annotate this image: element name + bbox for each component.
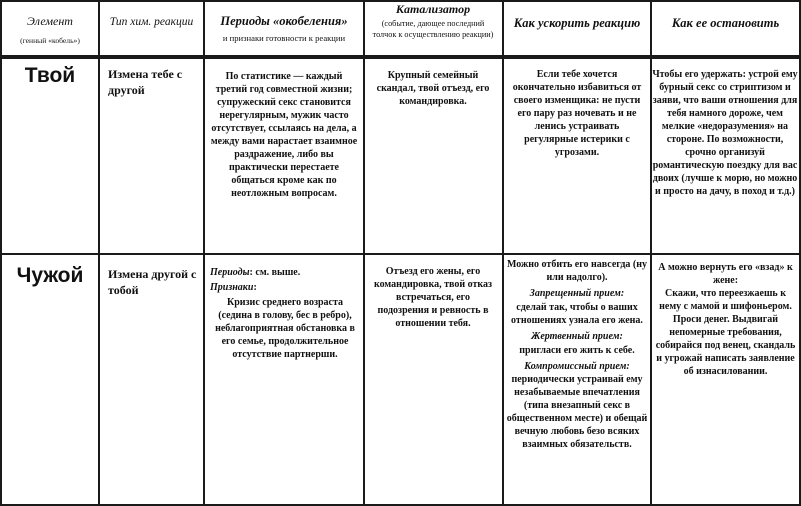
header-catalyst-subtitle: (событие, дающее последний толчок к осуществлению реакции) — [372, 19, 494, 39]
header-element-subtitle: (генный «кобель») — [20, 36, 80, 45]
row-yours-element: Твой — [24, 64, 76, 87]
header-stop-title: Как ее остановить — [671, 16, 780, 30]
signs-label: Признаки — [210, 282, 254, 293]
header-speed-up-title: Как ускорить реакцию — [513, 16, 641, 30]
forbidden-label: Запрещенный прием: — [529, 288, 625, 299]
compromise-text: периодически устраивай ему незабываемые впечатления (типа внезапный секс в общественном месте) и обещай вечную любовь безо всяких взаимных обязательств. — [506, 374, 648, 450]
header-speed-up — [504, 16, 650, 31]
row-other-periods: Периоды: см. выше. Признаки: Кризис среднего возраста (седина в голову, бес в ребро), неблагоприятная обстановка в его семье, продолжительное отсутствие партнерши. — [210, 266, 360, 361]
header-element — [2, 14, 98, 45]
header-divider — [0, 55, 801, 59]
row-yours-catalyst: Крупный семейный скандал, твой отъезд, его командировка. — [376, 70, 490, 107]
row-yours-speed-up: Если тебе хочется окончательно избавиться от своего изменщика: не пусти его пару раз ночевать и не ленись устраивать регулярные истерики с угрозами. — [512, 69, 642, 158]
signs-text: Кризис среднего возраста (седина в голову, бес в ребро), неблагоприятная обстановка в его семье, продолжительное отсутствие партнерши. — [215, 297, 355, 360]
forbidden-text: сделай так, чтобы о ваших отношениях узнала его жена. — [511, 302, 643, 326]
compromise-label: Компромиссный прием: — [524, 361, 630, 372]
header-element-title: Элемент — [27, 14, 73, 28]
speed-intro: Можно отбить его навсегда (ну или надолго). — [506, 259, 648, 283]
row-yours-reaction-type: Измена тебе с другой — [108, 67, 183, 97]
row-yours-periods: По статистике — каждый третий год совместной жизни; супружеский секс становится нерегулярным, мужик часто отсутствует, ссылаясь на дела, а между вами нарастает взаимное раздражение, либо вы практически перестаете общаться кроме как по неотложным вопросам. — [210, 71, 358, 199]
header-stop — [652, 16, 799, 31]
header-reaction-type — [100, 16, 203, 28]
row-other-stop — [654, 261, 797, 378]
header-periods-subtitle: и признаки готовности к реакции — [222, 33, 346, 43]
sacrifice-text: пригласи его жить к себе. — [519, 345, 635, 356]
header-reaction-type-title: Тип хим. реакции — [109, 16, 194, 28]
header-periods — [205, 14, 363, 43]
row-yours-stop: Чтобы его удержать: устрой ему бурный секс со стриптизом и заяви, что ваши отношения для тебя намного дороже, чем мелкие «недоразумения» на стороне. По возможности, срочно организуй романтическую поездку для вас двоих (лучше к морю, но можно и просто на дачу, в поход и т.д.) — [652, 69, 798, 197]
row-other-catalyst: Отъезд его жены, его командировка, твой отказ встречаться, его подозрения и ревность в отношении тебя. — [373, 266, 492, 329]
header-periods-title: Периоды «окобеления» — [220, 14, 348, 28]
sacrifice-label: Жертвенный прием: — [531, 331, 623, 342]
stop-text: Скажи, что переезжаешь к нему с мамой и шифоньером. Проси денег. Выдвигай непомерные требования, собирайся под венец, скандаль и угрожай написать заявление об изнасиловании. — [655, 288, 796, 377]
header-catalyst-title: Катализатор — [395, 2, 471, 16]
row-divider — [0, 253, 801, 255]
row-other-element: Чужой — [16, 264, 84, 287]
header-catalyst — [370, 2, 496, 40]
periods-label: Периоды — [210, 267, 250, 278]
stop-intro: А можно вернуть его «взад» к жене: — [658, 262, 793, 286]
row-other-reaction-type: Измена другой с тобой — [108, 267, 197, 297]
periods-text: : см. выше. — [249, 267, 301, 278]
row-other-speed-up — [506, 258, 648, 451]
